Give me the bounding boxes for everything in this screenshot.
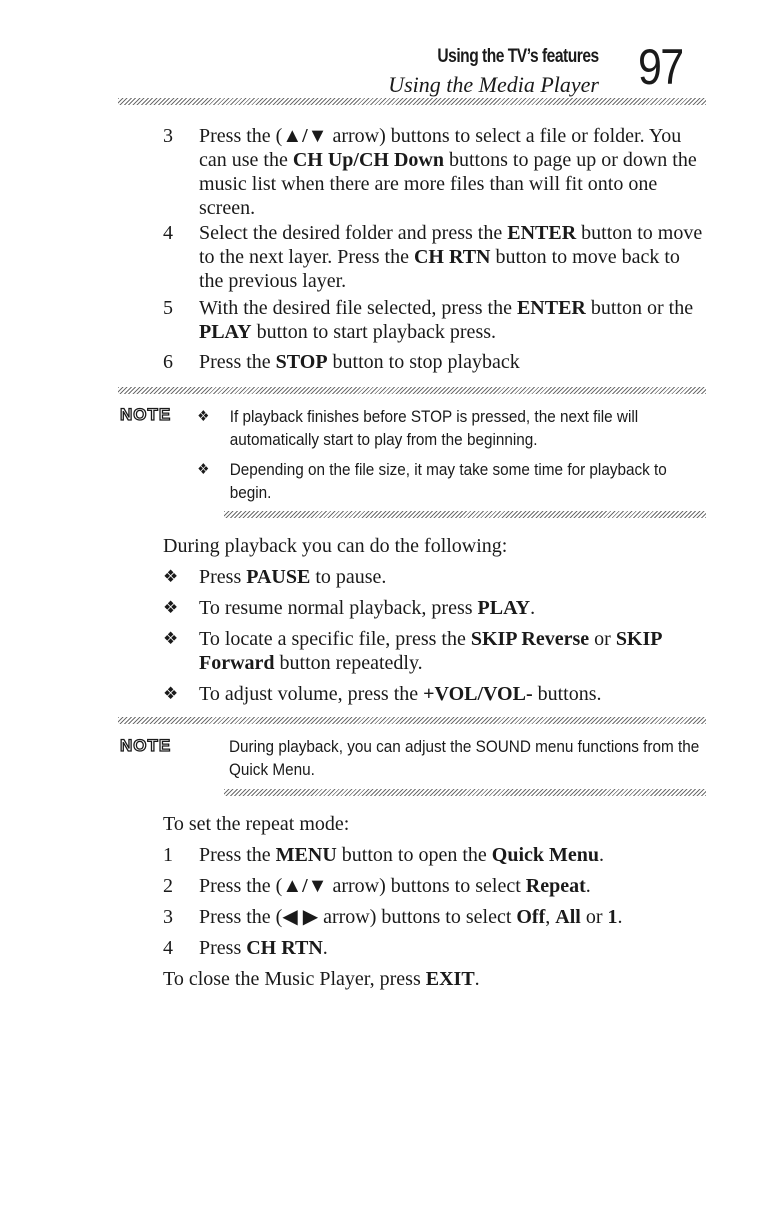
emphasis-text: EXIT [425,968,475,990]
step-item [163,843,708,867]
text-run: . [530,597,536,619]
during-intro: During playback you can do the following: [163,535,508,557]
bullet-icon: ❖ [163,567,179,586]
text-run: Press the ( [199,875,283,897]
bullet-item [163,565,708,589]
text-run: To close the Music Player, press [163,968,426,990]
text-run: arrow) buttons to select a file or folder. You can use the [199,125,682,171]
bullet-text [199,682,708,706]
step-text [199,350,708,374]
step-number: 5 [163,297,173,319]
text-run: Press the [199,351,276,373]
repeat-intro: To set the repeat mode: [163,813,350,835]
text-run: . [585,875,591,897]
emphasis-text: ◀ ▶ [282,906,319,928]
divider [118,98,706,105]
text-run: . [322,937,328,959]
text-run: , [545,906,556,928]
step-number: 3 [163,125,173,147]
note-label: NOTE [120,736,172,755]
divider [118,387,706,394]
step-text [199,843,708,867]
text-run: button to open the [336,844,492,866]
emphasis-text: CH RTN [413,246,491,268]
text-run: To adjust volume, press the [199,683,424,705]
emphasis-text: ▲/▼ [282,125,328,147]
step-item [163,124,708,220]
step-number: 6 [163,351,173,373]
text-run: Press the [199,844,276,866]
step-number: 2 [163,875,173,897]
note-text: During playback, you can adjust the SOUND menu functions from the Quick Menu. [229,737,700,779]
step-text [199,124,708,220]
chapter-title: Using the TV’s features [437,46,599,67]
text-run: to pause. [310,566,387,588]
step-item [163,350,708,374]
step-number: 4 [163,937,173,959]
emphasis-text: SKIP Forward [199,628,662,674]
text-run: buttons to page up or down the music list when there are more files than will fit onto one screen. [199,149,697,219]
text-run: buttons. [532,683,602,705]
text-run: arrow) buttons to select [327,875,526,897]
step-item [163,936,708,960]
emphasis-text: PAUSE [246,566,311,588]
divider [118,717,706,724]
bullet-item [163,682,708,706]
emphasis-text: ENTER [507,222,577,244]
note-text: If playback finishes before STOP is pressed, the next file will automatically start to play from the beginning. [229,407,639,449]
text-run: Select the desired folder and press the [199,222,508,244]
text-run: Press the ( [199,906,283,928]
step-number: 4 [163,222,173,244]
bullet-item [163,596,708,620]
text-run: . [617,906,623,928]
note-text: Depending on the file size, it may take some time for playback to begin. [229,460,667,502]
emphasis-text: Off [516,906,546,928]
bullet-icon: ❖ [163,684,179,703]
emphasis-text: 1 [607,906,618,928]
emphasis-text: CH RTN [246,937,323,959]
emphasis-text: PLAY [477,597,531,619]
step-item [163,296,708,344]
step-text [199,905,708,929]
note-bullet [197,405,659,451]
step-text [199,296,708,344]
step-text [199,221,708,293]
note-bullet [197,458,667,504]
text-run: button to stop playback [327,351,520,373]
emphasis-text: Quick Menu [491,844,600,866]
text-run: or [589,628,616,650]
bullet-icon: ❖ [197,461,210,478]
text-run: button to move back to the previous layer. [199,246,680,292]
text-run: . [474,968,480,990]
page-number: 97 [638,39,683,95]
bullet-icon: ❖ [197,408,210,425]
bullet-text [199,565,708,589]
emphasis-text: +VOL/VOL- [423,683,533,705]
emphasis-text: PLAY [199,321,252,343]
emphasis-text: CH Up/CH Down [292,149,444,171]
step-number: 3 [163,906,173,928]
text-run: . [599,844,605,866]
divider [224,789,706,796]
emphasis-text: SKIP Reverse [470,628,590,650]
bullet-item [163,627,708,675]
text-run: To resume normal playback, press [199,597,478,619]
text-run: Press the ( [199,125,283,147]
emphasis-text: STOP [275,351,328,373]
text-run: Press [199,566,247,588]
step-item [163,221,708,293]
text-run: To locate a specific file, press the [199,628,471,650]
bullet-text [199,596,708,620]
text-run: With the desired file selected, press the [199,297,517,319]
bullet-icon: ❖ [163,598,179,617]
closing-text [163,967,723,991]
step-item [163,905,708,929]
step-item [163,874,708,898]
bullet-text [199,627,708,675]
emphasis-text: All [555,906,581,928]
emphasis-text: ▲/▼ [282,875,328,897]
emphasis-text: Repeat [525,875,586,897]
text-run: arrow) buttons to select [318,906,517,928]
text-run: or [580,906,608,928]
text-run: button repeatedly. [274,652,423,674]
text-run: Press [199,937,247,959]
emphasis-text: MENU [275,844,337,866]
text-run: button to start playback press. [251,321,497,343]
step-text [199,936,708,960]
text-run: button to move to the next layer. Press the [199,222,703,268]
bullet-icon: ❖ [163,629,179,648]
step-text [199,874,708,898]
divider [224,511,706,518]
text-run: button or the [585,297,694,319]
emphasis-text: ENTER [516,297,586,319]
note-label: NOTE [120,405,172,424]
step-number: 1 [163,844,173,866]
section-title: Using the Media Player [388,72,599,97]
